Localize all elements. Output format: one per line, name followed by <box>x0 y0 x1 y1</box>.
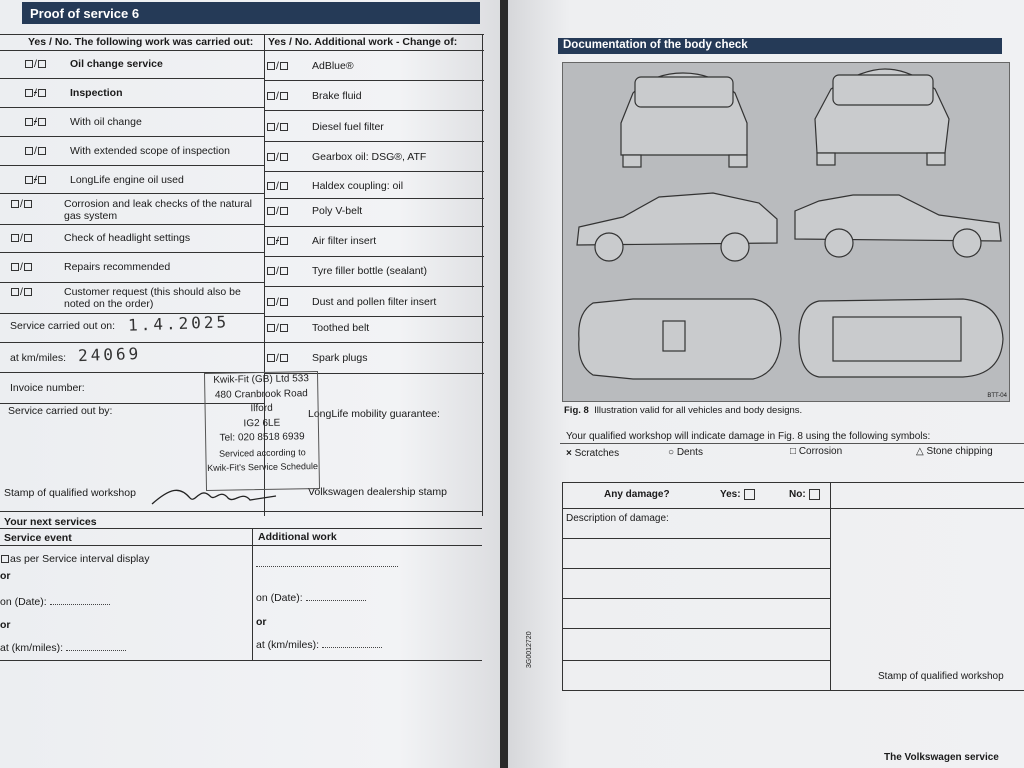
car-diagram <box>562 62 1010 402</box>
work-item <box>24 174 274 186</box>
work-item-label: Check of headlight settings <box>64 232 191 244</box>
work-item <box>24 116 274 128</box>
additional-work-header: Additional work <box>258 531 337 543</box>
work-item-label: Inspection <box>70 87 123 99</box>
additional-item-label: Toothed belt <box>312 322 370 334</box>
symbol-scratches: × Scratches <box>566 448 620 459</box>
yes-no-checkbox[interactable]: / <box>10 198 33 210</box>
additional-item-label: Brake fluid <box>312 90 362 102</box>
additional-item <box>266 205 480 217</box>
col2-header: Yes / No. Additional work - Change of: <box>268 36 458 48</box>
km-value: 24069 <box>77 343 142 366</box>
work-item <box>10 232 260 244</box>
symbol-stone-chipping: △ Stone chipping <box>916 446 993 457</box>
work-item-label: Repairs recommended <box>64 261 171 273</box>
yes-no-checkbox[interactable]: / <box>266 205 289 217</box>
work-item-label: Corrosion and leak checks of the natural gas system <box>64 198 252 222</box>
yes-no-checkbox[interactable]: / <box>266 235 289 247</box>
service-date-value: 1.4.2025 <box>127 312 230 335</box>
yes-no-checkbox[interactable]: / <box>266 180 289 192</box>
work-item-label: LongLife engine oil used <box>70 174 184 186</box>
yes-checkbox[interactable]: Yes: <box>720 489 756 501</box>
yes-no-checkbox[interactable]: / <box>24 174 47 186</box>
signature <box>150 478 280 508</box>
yes-no-checkbox[interactable]: / <box>24 58 47 70</box>
additional-item-label: Gearbox oil: DSG®, ATF <box>312 151 427 163</box>
or-label-2: or <box>0 619 11 631</box>
additional-item-label: Spark plugs <box>312 352 368 364</box>
as-per-display: as per Service interval display <box>0 553 149 565</box>
figure-code: BTT-04 <box>987 393 1007 399</box>
at-km-label: at (km/miles): <box>0 642 126 654</box>
body-check-header: Documentation of the body check <box>558 38 1002 54</box>
additional-item <box>266 151 480 163</box>
work-item <box>24 87 274 99</box>
yes-no-checkbox[interactable]: / <box>266 151 289 163</box>
additional-item-label: Dust and pollen filter insert <box>312 296 437 308</box>
additional-item <box>266 60 480 72</box>
work-item-label: With oil change <box>70 116 142 128</box>
figure-caption: Fig. 8 Illustration valid for all vehicles and body designs. <box>564 405 803 416</box>
yes-no-checkbox[interactable]: / <box>266 121 289 133</box>
additional-item <box>266 322 480 334</box>
work-item <box>24 145 274 157</box>
no-checkbox[interactable]: No: <box>789 489 821 501</box>
on-date-label: on (Date): <box>0 596 110 608</box>
additional-item-label: Diesel fuel filter <box>312 121 384 133</box>
additional-item <box>266 90 480 102</box>
yes-no-checkbox[interactable]: / <box>24 87 47 99</box>
additional-item-label: Poly V-belt <box>312 205 363 217</box>
at-km-label-2: at (km/miles): <box>256 639 382 651</box>
additional-item <box>266 296 480 308</box>
col1-header: Yes / No. The following work was carried out: <box>28 36 254 48</box>
yes-no-checkbox[interactable]: / <box>10 261 33 273</box>
work-item <box>24 58 274 70</box>
yes-no-checkbox[interactable]: / <box>266 265 289 277</box>
side-code: 3G0012720 <box>526 631 533 668</box>
any-damage-label: Any damage? <box>604 489 670 500</box>
on-date-label-2: on (Date): <box>256 592 366 604</box>
vw-stamp-label: Volkswagen dealership stamp <box>308 486 447 498</box>
invoice-label: Invoice number: <box>10 382 85 394</box>
yes-no-checkbox[interactable]: / <box>266 352 289 364</box>
damage-stamp-label: Stamp of qualified workshop <box>878 671 1004 682</box>
yes-no-checkbox[interactable]: / <box>10 232 33 244</box>
work-item-label: Customer request (this should also be noted on the order) <box>64 286 241 310</box>
km-label: at km/miles: <box>10 352 67 364</box>
additional-item-label: Haldex coupling: oil <box>312 180 404 192</box>
work-item-label: Oil change service <box>70 58 163 70</box>
or-label: or <box>0 570 11 582</box>
additional-item <box>266 235 480 247</box>
additional-item <box>266 121 480 133</box>
yes-no-checkbox[interactable]: / <box>266 322 289 334</box>
stamp-qualified-label: Stamp of qualified workshop <box>4 487 136 499</box>
yes-no-checkbox[interactable]: / <box>266 60 289 72</box>
service-date-label: Service carried out on: <box>10 320 116 332</box>
symbol-dents: ○ Dents <box>668 447 703 458</box>
additional-item <box>266 265 480 277</box>
additional-item-label: Air filter insert <box>312 235 377 247</box>
description-label: Description of damage: <box>566 513 669 524</box>
next-services-header: Your next services <box>4 516 97 528</box>
yes-no-checkbox[interactable]: / <box>266 296 289 308</box>
yes-no-checkbox[interactable]: / <box>266 90 289 102</box>
yes-no-checkbox[interactable]: / <box>24 116 47 128</box>
work-item <box>10 261 260 273</box>
service-by-label: Service carried out by: <box>8 405 113 417</box>
yes-no-checkbox[interactable]: / <box>10 286 33 298</box>
workshop-stamp: Kwik-Fit (GB) Ltd 533 480 Cranbrook Road Ilford IG2 6LE Tel: 020 8518 6939 Serviced according to Kwik-Fit's Service Schedule <box>204 371 320 491</box>
additional-item <box>266 180 480 192</box>
longlife-label: LongLife mobility guarantee: <box>308 408 440 420</box>
additional-item <box>266 352 480 364</box>
symbols-intro: Your qualified workshop will indicate damage in Fig. 8 using the following symbols: <box>566 431 931 442</box>
work-item <box>10 286 260 310</box>
additional-item-label: AdBlue® <box>312 60 354 72</box>
section-header: Proof of service 6 <box>22 2 480 24</box>
work-item <box>10 198 260 222</box>
or-label-3: or <box>256 616 267 628</box>
service-event-header: Service event <box>4 532 72 544</box>
yes-no-checkbox[interactable]: / <box>24 145 47 157</box>
symbol-corrosion: □ Corrosion <box>790 446 843 457</box>
footer-label: The Volkswagen service <box>884 752 999 763</box>
car-outlines <box>563 63 1009 401</box>
work-item-label: With extended scope of inspection <box>70 145 230 157</box>
additional-item-label: Tyre filler bottle (sealant) <box>312 265 427 277</box>
